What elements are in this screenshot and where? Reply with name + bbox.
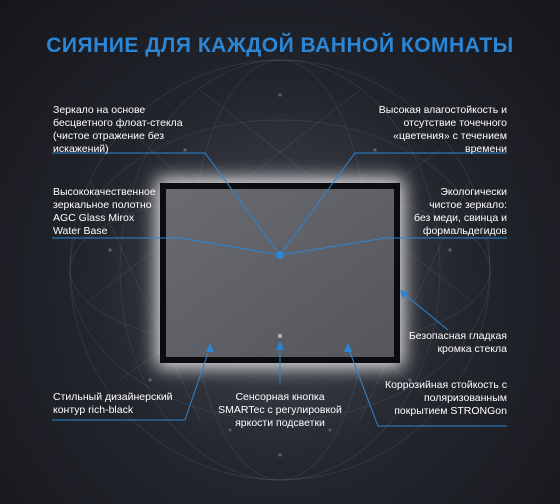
callout-line: времени <box>465 143 507 155</box>
callout-corrosion-resistance <box>370 379 507 418</box>
callout-safe-edge <box>405 330 507 356</box>
mirror-surface <box>166 189 394 357</box>
callout-agc-glass <box>53 186 173 238</box>
page-title: СИЯНИЕ ДЛЯ КАЖДОЙ ВАННОЙ КОМНАТЫ <box>46 34 514 57</box>
callout-line: формальдегидов <box>422 225 507 237</box>
callout-line: Сенсорная кнопка <box>235 391 325 403</box>
callout-line: AGC Glass Mirox <box>53 212 135 224</box>
callout-line: бесцветного флоат-стекла <box>53 117 183 129</box>
callout-rich-black-frame <box>53 391 193 417</box>
callout-line: отсутствие точечного <box>403 117 507 129</box>
callout-line: Зеркало на основе <box>53 104 146 116</box>
callout-line: кромка стекла <box>437 343 507 355</box>
callout-float-glass <box>53 104 223 156</box>
callout-line: Безопасная гладкая <box>408 330 507 342</box>
callout-line: «цветения» с течением <box>393 130 507 142</box>
callout-line: Water Base <box>53 225 108 237</box>
callout-line: без меди, свинца и <box>413 212 507 224</box>
callout-line: Экологически <box>440 186 507 198</box>
callout-line: SMARTec с регулировкой <box>218 404 342 416</box>
center-marker <box>276 251 284 259</box>
callout-line: покрытием STRONGon <box>394 405 507 417</box>
touch-button-marker <box>278 334 282 338</box>
callout-line: поляризованным <box>423 392 507 404</box>
callout-line: (чистое отражение без <box>53 130 165 142</box>
callout-line: зеркальное полотно <box>53 199 152 211</box>
callout-line: искажений) <box>53 143 109 155</box>
callout-line: чистое зеркало: <box>429 199 507 211</box>
callout-eco-mirror <box>395 186 507 238</box>
callout-line: Высокая влагостойкость и <box>378 104 507 116</box>
callout-line: контур rich-black <box>53 404 134 416</box>
callout-line: Коррозийная стойкость с <box>384 379 507 391</box>
callout-line: Стильный дизайнерский <box>53 391 173 403</box>
callout-line: Высококачественное <box>53 186 156 198</box>
callout-moisture-resistance <box>375 104 507 156</box>
callout-line: яркости подсветки <box>235 417 325 429</box>
callout-touch-button <box>200 391 360 430</box>
